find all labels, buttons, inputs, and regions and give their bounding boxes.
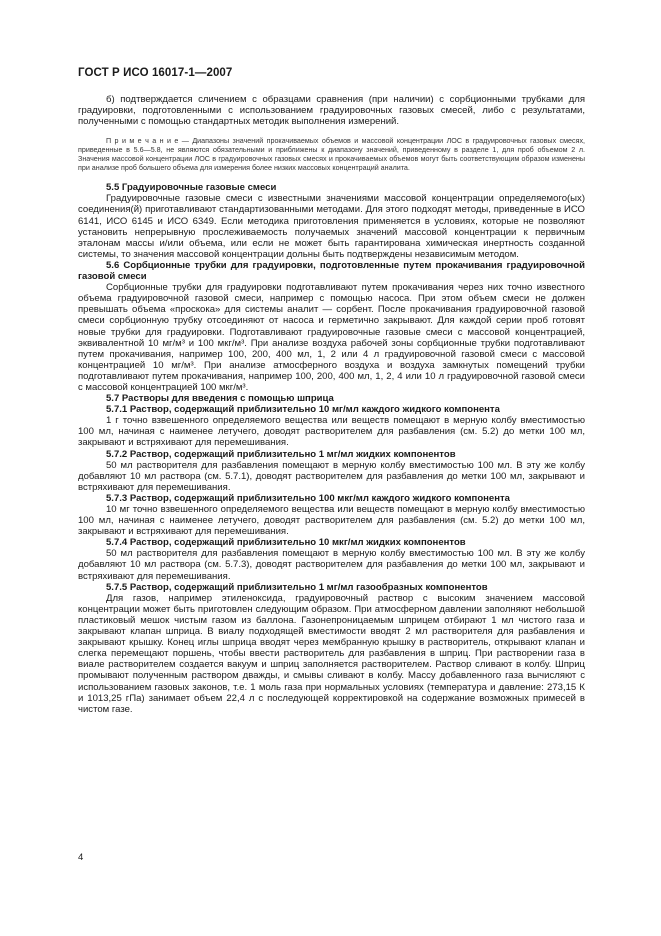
section-heading-5-7-5: 5.7.5 Раствор, содержащий приблизительно 1 мг/мл газообразных компонентов xyxy=(106,581,488,593)
section-heading-5-7-1: 5.7.1 Раствор, содержащий приблизительно 10 мг/мл каждого жидкого компонента xyxy=(106,404,500,416)
paragraph-5-6: Сорбционные трубки для градуировки подготавливают путем прокачивания через них точно известного объема градуировочной газовой смеси, например с помощью насоса. При этом объем смеси не должен превышать объема «проскока» для системы аналит — сорбент. После прокачивания градуировочной газовой смеси сорбционную трубку отсоединяют от насоса и герметично закрывают. Для каждой серии проб готовят новые трубки для градуировки. Подготавливают градуировочные газовые смеси с массовой концентрацией, эквивалентной 10 мг/м³ и 100 мкг/м³. При анализе воздуха рабочей зоны сорбционные трубки подготавливают путем прокачивания, например 100, 200, 400 мл, 1, 2 или 4 л градуировочной газовой смеси с массовой концентрацией 10 мг/м³. При анализе атмосферного воздуха и воздуха замкнутых помещений трубки подготавливают путем прокачивания, например 100, 200, 400 мл, 1, 2, 4 или 10 л градуировочной газовой смеси с массовой концентрацией 100 мкг/м³. xyxy=(78,282,585,393)
section-heading-5-7-4: 5.7.4 Раствор, содержащий приблизительно 10 мкг/мл жидких компонентов xyxy=(106,537,466,549)
paragraph-5-7-2: 50 мл растворителя для разбавления помещают в мерную колбу вместимостью 100 мл. В эту же колбу добавляют 10 мл раствора (см. 5.7.1), доводят растворителем для разбавления до метки 100 мл, закрывают и встряхивают для перемешивания. xyxy=(78,459,585,493)
document-header-standard-number: ГОСТ Р ИСО 16017-1—2007 xyxy=(78,67,233,79)
section-heading-5-5: 5.5 Градуировочные газовые смеси xyxy=(106,182,277,194)
section-heading-5-7: 5.7 Растворы для введения с помощью шприца xyxy=(106,393,334,405)
paragraph-5-5: Градуировочные газовые смеси с известными значениями массовой концентрации определяемого(ых) соединения(й) приготавливают стандартизованными методами. Для этого подходят методы, приведенные в ИСО 6141, ИСО 6145 и ИСО 6349. Если методика приготовления применяется в условиях, которые не позволяют установить непрерывную прослеживаемость получаемых значений массовой концентрации к первичным эталонам массы и/или объема, или если не может быть гарантирована химическая инертность созданной системы, то значения массовой концентрации дольны быть подтверждены независимым методом. xyxy=(78,193,585,260)
section-heading-5-6: 5.6 Сорбционные трубки для градуировки, подготовленные путем прокачивания градуировочной газовой смеси xyxy=(78,259,585,283)
note-paragraph: П р и м е ч а н и е — Диапазоны значений прокачиваемых объемов и массовой концентрации ЛОС в градуировочных газовых смесях, приведенные в 5.6—5.8, не являются обязательными и приближены к диапазону значений, приведенному в разделе 1, для проб объемом 2 л. Значения массовой концентрации ЛОС в градуировочных газовых смесях и прокачиваемых объемов могут быть соответствующим образом изменены при анализе проб большего объема для измерения более низких массовых концентраций аналита. xyxy=(78,137,585,173)
paragraph-5-7-5: Для газов, например этиленоксида, градуировочный раствор с высоким значением массовой концентрации может быть приготовлен следующим образом. При атмосферном давлении заполняют небольшой пластиковый мешок чистым газом из баллона. Газонепроницаемым шприцем отбирают 1 мл чистого газа и закрывают клапан шприца. В виалу подходящей вместимости вводят 2 мл растворителя для разбавления и закрывают крышку. Конец иглы шприца вводят через мембранную крышку в растворитель, открывают клапан и слегка перемещают поршень, чтобы ввести растворитель для разбавления в шприц. При растворении газа в виале растворителем создается вакуум и шприц заполняется растворителем. Раствор сливают в колбу. Шприц промывают полученным раствором дважды, и смывы сливают в колбу. Массу добавленного газа вычисляют с использованием газовых законов, т.е. 1 моль газа при нормальных условиях (температура и давление: 273,15 К и 1013,25 гПа) занимает объем 22,4 л с последующей корректировкой на содержание возможных примесей в чистом газе. xyxy=(78,592,585,715)
paragraph-5-7-3: 10 мг точно взвешенного определяемого вещества или веществ помещают в мерную колбу вместимостью 100 мл, начиная с наименее летучего, доводят растворителем для разбавления (см. 5.2) до метки 100 мл, закрывают и встряхивают для перемешивания. xyxy=(78,504,585,538)
section-heading-5-7-3: 5.7.3 Раствор, содержащий приблизительно 100 мкг/мл каждого жидкого компонента xyxy=(106,492,510,504)
document-body xyxy=(78,94,585,715)
section-heading-5-7-2: 5.7.2 Раствор, содержащий приблизительно 1 мг/мл жидких компонентов xyxy=(106,448,456,460)
page-number: 4 xyxy=(78,852,84,863)
paragraph-5-7-4: 50 мл растворителя для разбавления помещают в мерную колбу вместимостью 100 мл. В эту же колбу добавляют 10 мл раствора (см. 5.7.3), доводят растворителем для разбавления до метки 100 мл, закрывают и встряхивают для перемешивания. xyxy=(78,548,585,582)
paragraph-5-7-1: 1 г точно взвешенного определяемого вещества или веществ помещают в мерную колбу вместимостью 100 мл, начиная с наименее летучего, доводят растворителем для разбавления (см. 5.2) до метки 100 мл, закрывают и встряхивают для перемешивания. xyxy=(78,415,585,449)
paragraph-b: б) подтверждается сличением с образцами сравнения (при наличии) с сорбционными трубками для градуировки, подготовленными с использованием градуировочных газовых смесей, либо с результатами, полученными с помощью стандартных методик выполнения измерений. xyxy=(78,94,585,128)
